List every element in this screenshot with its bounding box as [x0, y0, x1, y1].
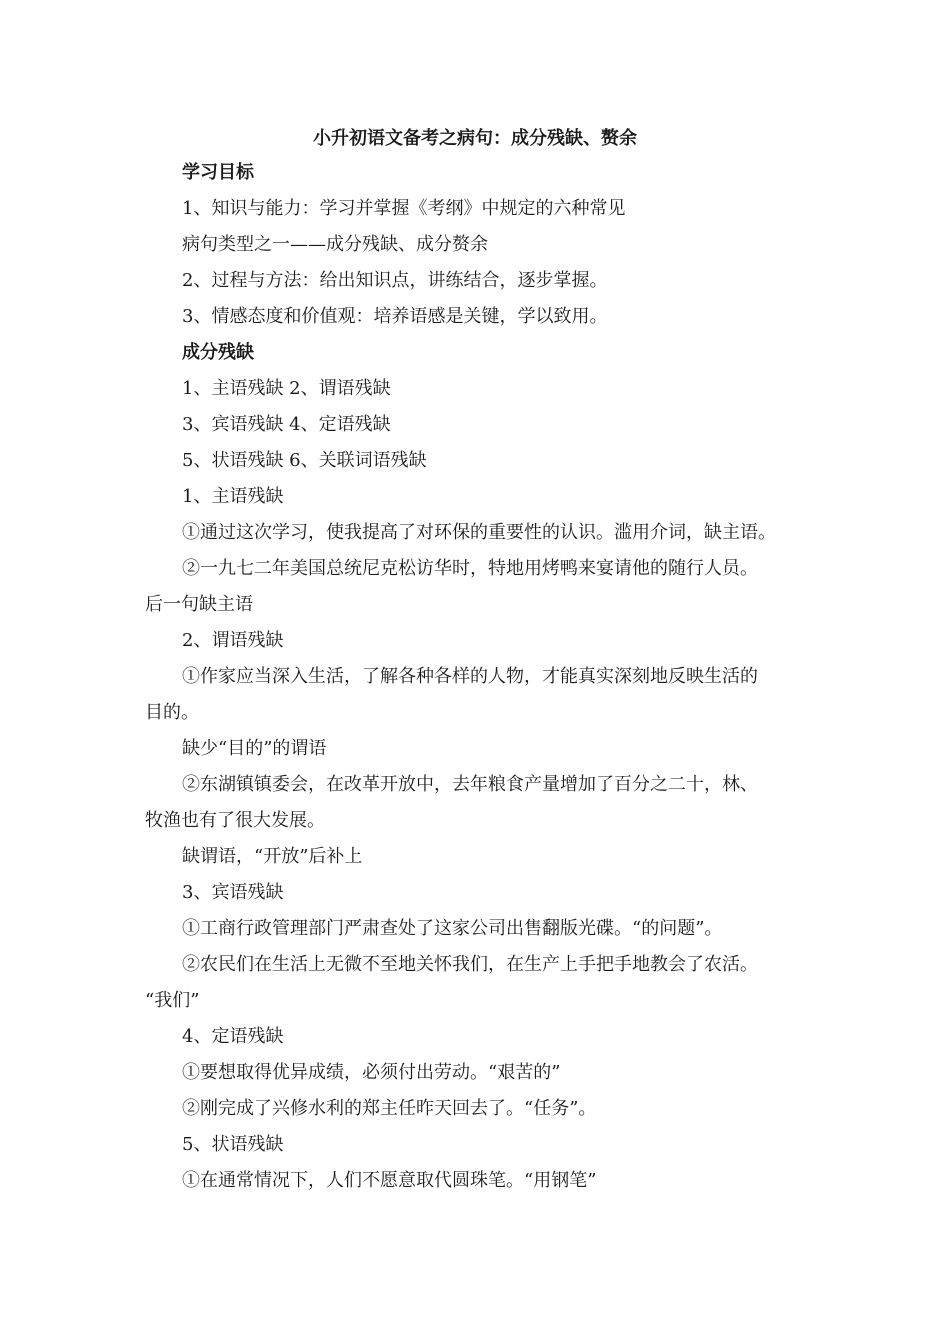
text-line: “我们” — [145, 990, 200, 1011]
text-line: ①工商行政管理部门严肃查处了这家公司出售翻版光碟。“的问题”。 — [182, 918, 723, 939]
text-line: ②一九七二年美国总统尼克松访华时，特地用烤鸭来宴请他的随行人员。 — [182, 558, 758, 579]
text-line: 缺谓语，“开放”后补上 — [182, 846, 363, 867]
text-line: 5、状语残缺 6、关联词语残缺 — [182, 450, 427, 471]
text-line: ①在通常情况下，人们不愿意取代圆珠笔。“用钢笔” — [182, 1170, 597, 1191]
text-line: 3、情感态度和价值观：培养语感是关键，学以致用。 — [182, 306, 608, 327]
text-line: ①作家应当深入生活，了解各种各样的人物，才能真实深刻地反映生活的 — [182, 666, 758, 687]
text-line: 3、宾语残缺 — [182, 882, 284, 903]
text-line: ②刚完成了兴修水利的郑主任昨天回去了。“任务”。 — [182, 1098, 597, 1119]
text-line: 目的。 — [145, 702, 199, 723]
text-line: 1、主语残缺 — [182, 486, 284, 507]
text-line: 1、主语残缺 2、谓语残缺 — [182, 378, 391, 399]
text-line: 成分残缺 — [182, 342, 254, 363]
text-line: 后一句缺主语 — [145, 594, 253, 615]
text-line: ①要想取得优异成绩，必须付出劳动。“艰苦的” — [182, 1062, 561, 1083]
text-line: 2、谓语残缺 — [182, 630, 284, 651]
text-line: 牧渔也有了很大发展。 — [145, 810, 325, 831]
text-line: ②东湖镇镇委会，在改革开放中，去年粮食产量增加了百分之二十，林、 — [182, 774, 758, 795]
text-line: 2、过程与方法：给出知识点，讲练结合，逐步掌握。 — [182, 270, 608, 291]
document-body — [145, 155, 825, 1199]
text-line: ①通过这次学习，使我提高了对环保的重要性的认识。滥用介词，缺主语。 — [182, 522, 776, 543]
text-line: ②农民们在生活上无微不至地关怀我们，在生产上手把手地教会了农活。 — [182, 954, 758, 975]
text-line: 3、宾语残缺 4、定语残缺 — [182, 414, 391, 435]
text-line: 缺少“目的”的谓语 — [182, 738, 327, 759]
text-line: 学习目标 — [182, 162, 254, 183]
document-title: 小升初语文备考之病句：成分残缺、赘余 — [313, 128, 637, 149]
text-line: 4、定语残缺 — [182, 1026, 284, 1047]
text-line: 病句类型之一——成分残缺、成分赘余 — [182, 234, 488, 255]
text-line: 1、知识与能力：学习并掌握《考纲》中规定的六种常见 — [182, 198, 626, 219]
text-line: 5、状语残缺 — [182, 1134, 284, 1155]
